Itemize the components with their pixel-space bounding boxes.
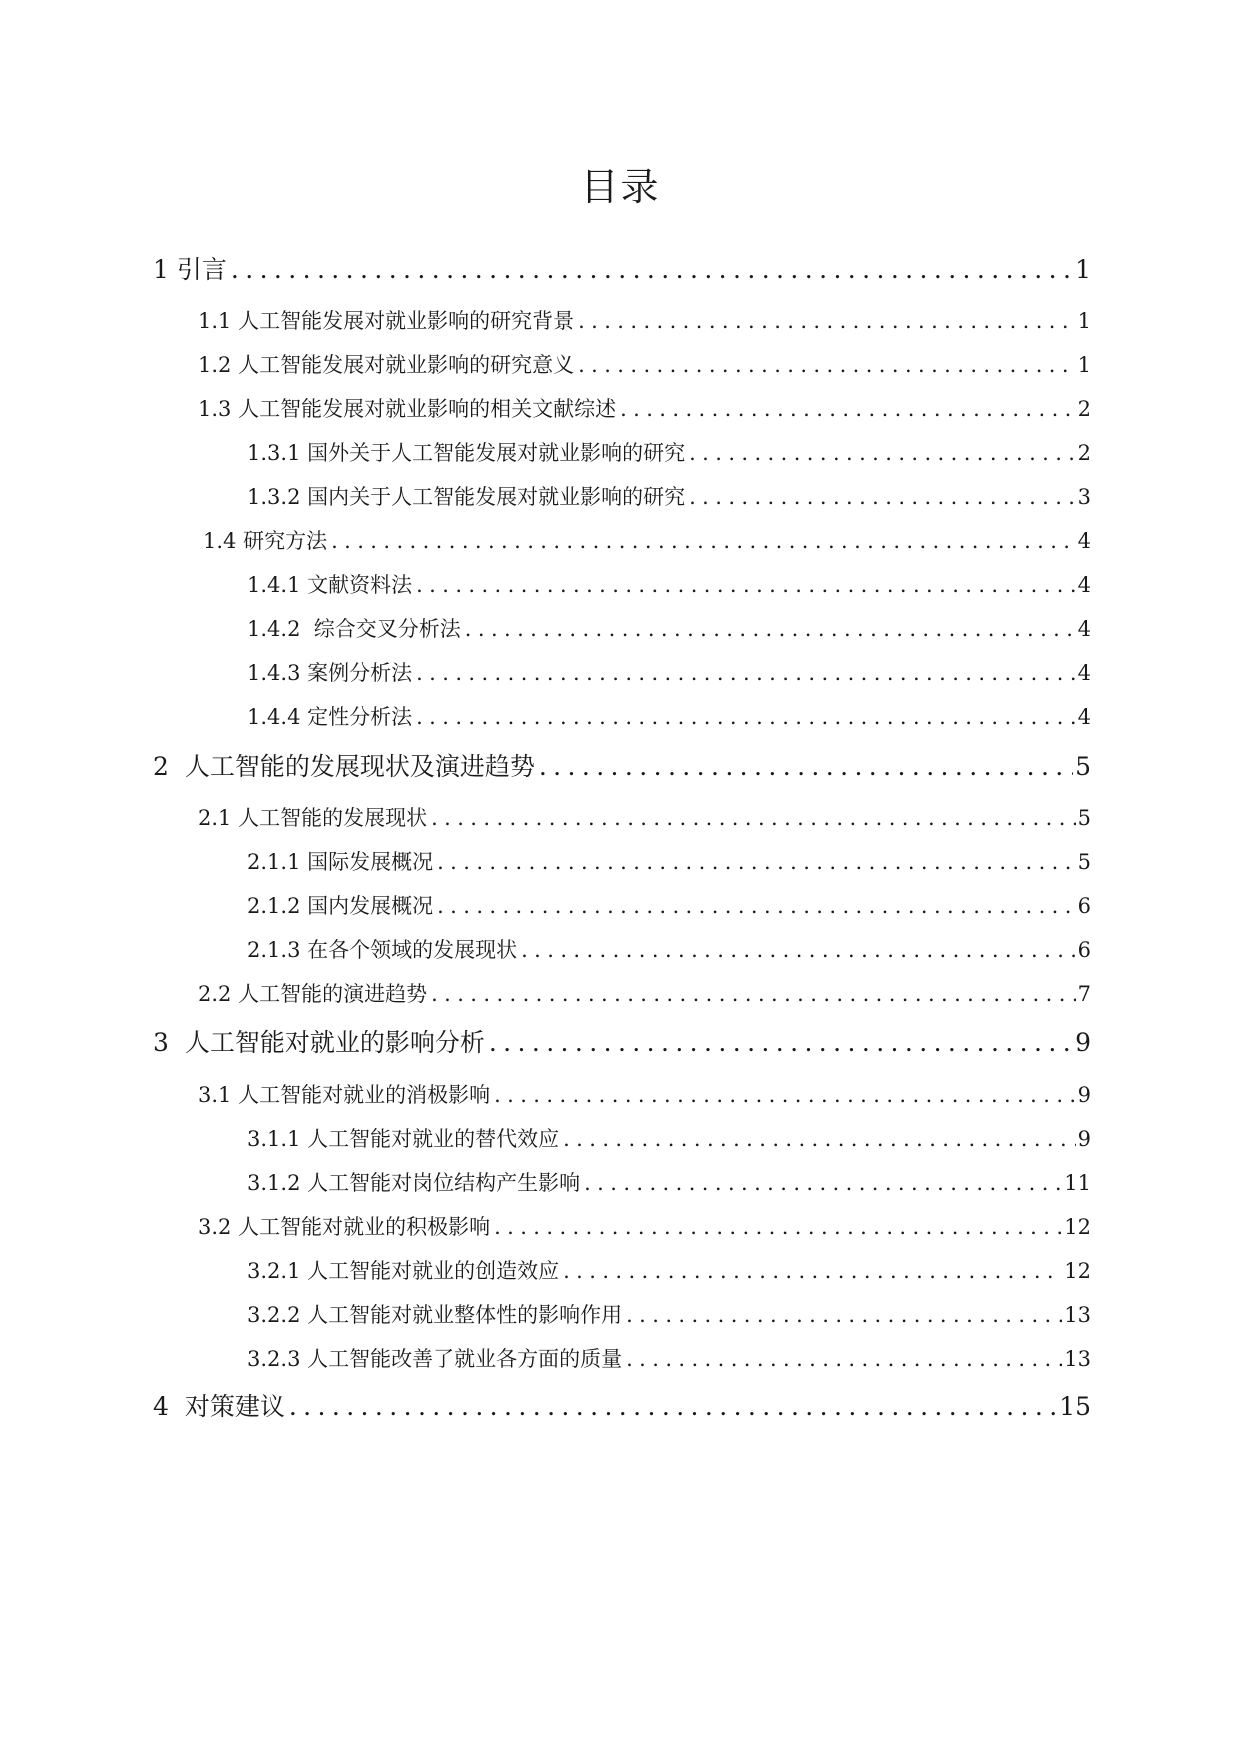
toc-entry-number: 3.1 (198, 1083, 239, 1107)
toc-entry-page: 7 (1077, 982, 1091, 1006)
dot-leader (431, 801, 1076, 835)
dot-leader (626, 1342, 1062, 1376)
toc-entry-3-2-2[interactable] (247, 1298, 1091, 1332)
toc-entry-page: 11 (1064, 1171, 1091, 1195)
toc-entry-page: 5 (1075, 752, 1091, 781)
toc-entry-number: 1.2 (198, 353, 239, 377)
toc-entry-page: 9 (1075, 1028, 1091, 1057)
toc-entry-3-2-3[interactable] (247, 1342, 1091, 1376)
dot-leader (489, 1026, 1073, 1060)
dot-leader (494, 1210, 1062, 1244)
dot-leader (416, 568, 1076, 602)
toc-entry-page: 4 (1077, 529, 1091, 553)
dot-leader (578, 348, 1076, 382)
toc-entry-page: 12 (1064, 1259, 1091, 1283)
toc-entry-page: 4 (1077, 573, 1091, 597)
toc-entry-page: 15 (1059, 1392, 1091, 1421)
toc-entry-title: 人工智能对岗位结构产生影响 (307, 1171, 581, 1195)
toc-entry-page: 9 (1077, 1127, 1091, 1151)
dot-leader (431, 977, 1076, 1011)
toc-entry-page: 4 (1077, 705, 1091, 729)
toc-entry-2[interactable] (153, 750, 1091, 784)
toc-entry-number: 3.1.2 (247, 1171, 308, 1195)
dot-leader (465, 612, 1076, 646)
toc-entry-number: 3.2 (198, 1215, 239, 1239)
dot-leader (416, 656, 1076, 690)
dot-leader (626, 1298, 1062, 1332)
dot-leader (437, 889, 1076, 923)
toc-entry-number: 1.4.2 (247, 617, 314, 641)
toc-entry-1-3-2[interactable] (247, 480, 1091, 514)
dot-leader (494, 1078, 1076, 1112)
toc-entry-page: 13 (1064, 1347, 1091, 1371)
toc-entry-title: 综合交叉分析法 (313, 617, 461, 641)
toc-entry-page: 13 (1064, 1303, 1091, 1327)
toc-entry-title: 案例分析法 (307, 661, 413, 685)
toc-entry-title: 人工智能发展对就业影响的相关文献综述 (238, 397, 617, 421)
toc-entry-title: 人工智能发展对就业影响的研究背景 (238, 309, 575, 333)
toc-entry-title: 人工智能的发展现状 (238, 806, 428, 830)
toc-entry-page: 9 (1077, 1083, 1091, 1107)
dot-leader (689, 480, 1076, 514)
toc-entry-4[interactable] (153, 1390, 1091, 1424)
toc-entry-3[interactable] (153, 1026, 1091, 1060)
toc-entry-page: 1 (1077, 353, 1091, 377)
dot-leader (521, 933, 1076, 967)
dot-leader (584, 1166, 1062, 1200)
toc-entry-3-2[interactable] (198, 1210, 1091, 1244)
toc-entry-number: 2 (153, 752, 185, 781)
toc-entry-title: 人工智能对就业的积极影响 (238, 1215, 491, 1239)
toc-entry-2-1-3[interactable] (247, 933, 1091, 967)
toc-entry-number: 1.3.2 (247, 485, 308, 509)
toc-entry-title: 人工智能对就业的替代效应 (307, 1127, 560, 1151)
dot-leader (416, 700, 1076, 734)
toc-entry-number: 3 (153, 1028, 185, 1057)
toc-entry-page: 2 (1077, 397, 1091, 421)
toc-entry-number: 2.1.1 (247, 850, 308, 874)
toc-entry-number: 2.1 (198, 806, 239, 830)
toc-entry-number: 1.4 (203, 529, 244, 553)
toc-entry-1-1[interactable] (198, 304, 1091, 338)
toc-entry-number: 1.1 (198, 309, 239, 333)
toc-entry-page: 4 (1077, 617, 1091, 641)
toc-entry-number: 2.1.2 (247, 894, 308, 918)
toc-entry-title: 人工智能的演进趋势 (238, 982, 428, 1006)
dot-leader (578, 304, 1076, 338)
toc-entry-title: 国内关于人工智能发展对就业影响的研究 (307, 485, 686, 509)
toc-entry-title: 国外关于人工智能发展对就业影响的研究 (307, 441, 686, 465)
toc-entry-title: 国内发展概况 (307, 894, 434, 918)
dot-leader (689, 436, 1076, 470)
toc-entry-number: 1.4.4 (247, 705, 308, 729)
toc-entry-3-1[interactable] (198, 1078, 1091, 1112)
toc-entry-number: 1.4.3 (247, 661, 308, 685)
toc-entry-title: 人工智能对就业整体性的影响作用 (307, 1303, 623, 1327)
toc-entry-title: 国际发展概况 (307, 850, 434, 874)
toc-entry-number: 3.2.1 (247, 1259, 308, 1283)
dot-leader (620, 392, 1076, 426)
toc-entry-page: 1 (1077, 309, 1091, 333)
toc-entry-number: 1.3.1 (247, 441, 308, 465)
toc-entry-title: 对策建议 (184, 1392, 285, 1421)
toc-entry-page: 6 (1077, 938, 1091, 962)
toc-entry-title: 研究方法 (243, 529, 328, 553)
toc-entry-number: 3.2.3 (247, 1347, 308, 1371)
toc-entry-number: 2.2 (198, 982, 239, 1006)
toc-entry-page: 1 (1075, 255, 1091, 284)
toc-entry-title: 人工智能发展对就业影响的研究意义 (238, 353, 575, 377)
toc-entry-number: 1.3 (198, 397, 239, 421)
dot-leader (437, 845, 1076, 879)
toc-entry-page: 4 (1077, 661, 1091, 685)
toc-entry-number: 1 (153, 255, 177, 284)
toc-entry-title: 人工智能的发展现状及演进趋势 (184, 752, 535, 781)
toc-entry-title: 定性分析法 (307, 705, 413, 729)
toc-entry-1-3-1[interactable] (247, 436, 1091, 470)
toc-entry-number: 2.1.3 (247, 938, 308, 962)
toc-entry-2-1-1[interactable] (247, 845, 1091, 879)
toc-entry-1-2[interactable] (198, 348, 1091, 382)
toc-entry-1-4-3[interactable] (247, 656, 1091, 690)
dot-leader (331, 524, 1076, 558)
toc-entry-page: 5 (1077, 850, 1091, 874)
toc-entry-page: 5 (1077, 806, 1091, 830)
toc-entry-title: 引言 (176, 255, 227, 284)
toc-entry-2-1[interactable] (198, 801, 1091, 835)
page-title: 目录 (580, 165, 661, 209)
toc-entry-page: 3 (1077, 485, 1091, 509)
dot-leader (539, 750, 1073, 784)
toc-entry-title: 人工智能对就业的创造效应 (307, 1259, 560, 1283)
toc-entry-3-1-2[interactable] (247, 1166, 1091, 1200)
toc-entry-page: 2 (1077, 441, 1091, 465)
toc-entry-1-4[interactable] (203, 524, 1091, 558)
toc-entry-page: 6 (1077, 894, 1091, 918)
toc-entry-page: 12 (1064, 1215, 1091, 1239)
toc-entry-3-1-1[interactable] (247, 1122, 1091, 1156)
toc-entry-1-4-1[interactable] (247, 568, 1091, 602)
toc-entry-1[interactable] (153, 253, 1091, 287)
toc-entry-1-4-4[interactable] (247, 700, 1091, 734)
toc-entry-2-2[interactable] (198, 977, 1091, 1011)
toc-entry-title: 人工智能改善了就业各方面的质量 (307, 1347, 623, 1371)
toc-entry-title: 在各个领域的发展现状 (307, 938, 518, 962)
toc-entry-title: 人工智能对就业的消极影响 (238, 1083, 491, 1107)
toc-entry-number: 3.1.1 (247, 1127, 308, 1151)
toc-entry-number: 3.2.2 (247, 1303, 308, 1327)
toc-entry-2-1-2[interactable] (247, 889, 1091, 923)
toc-entry-title: 文献资料法 (307, 573, 413, 597)
dot-leader (231, 253, 1073, 287)
toc-entry-number: 4 (153, 1392, 185, 1421)
dot-leader (289, 1390, 1057, 1424)
toc-entry-number: 1.4.1 (247, 573, 308, 597)
toc-entry-3-2-1[interactable] (247, 1254, 1091, 1288)
toc-entry-1-3[interactable] (198, 392, 1091, 426)
dot-leader (563, 1254, 1062, 1288)
dot-leader (563, 1122, 1076, 1156)
toc-entry-title: 人工智能对就业的影响分析 (184, 1028, 485, 1057)
toc-entry-1-4-2[interactable] (247, 612, 1091, 646)
